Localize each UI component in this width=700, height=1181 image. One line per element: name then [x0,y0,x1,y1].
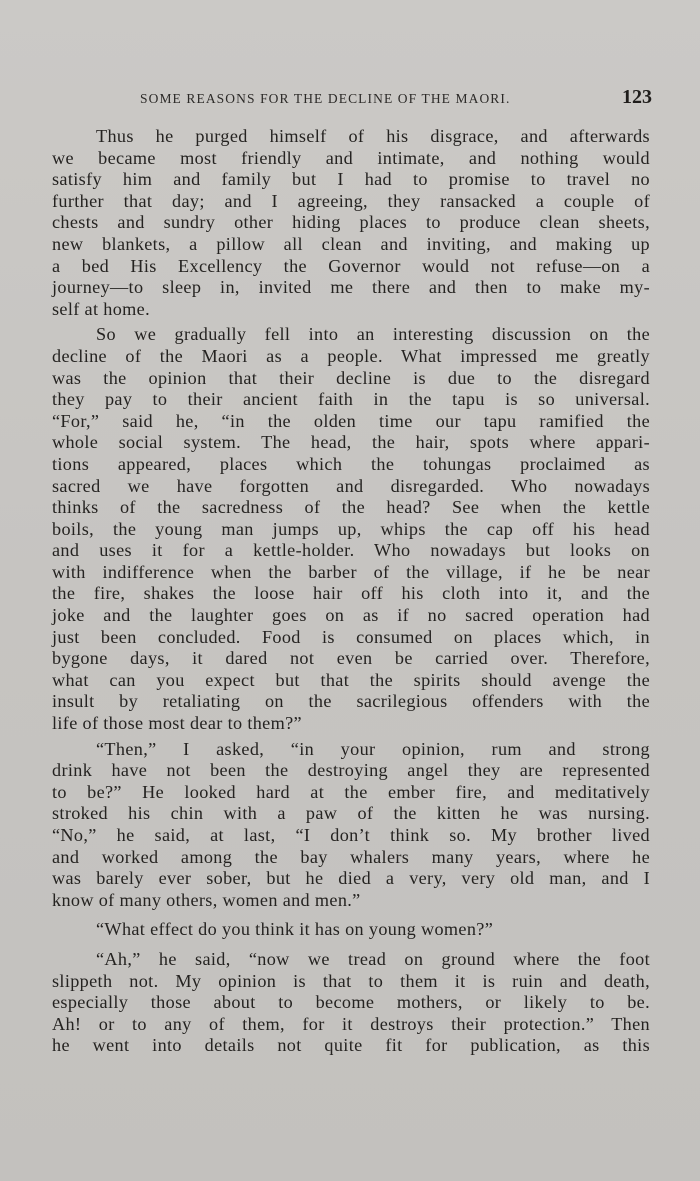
text-line: satisfy him and family but I had to promise to travel no [52,169,650,190]
text-line: stroked his chin with a paw of the kitten he was nursing. [52,803,650,824]
text-line: was barely ever sober, but he died a very, very old man, and I [52,868,650,889]
text-line: whole social system. The head, the hair, spots where appari- [52,432,650,453]
text-line: “What effect do you think it has on young women?” [96,919,494,940]
text-line: tions appeared, places which the tohungas proclaimed as [52,453,650,474]
text-line: what can you expect but that the spirits should avenge the [52,669,650,690]
paragraph [52,949,650,1057]
text-line: boils, the young man jumps up, whips the cap off his head [52,518,650,539]
text-line: new blankets, a pillow all clean and inviting, and making up [52,233,650,254]
text-line: drink have not been the destroying angel they are represented [52,760,650,781]
page-header [52,86,652,114]
text-line: life of those most dear to them?” [52,713,302,734]
paragraph [52,324,650,734]
text-line: thinks of the sacredness of the head? See when the kettle [52,497,650,518]
text-line: bygone days, it dared not even be carried over. Therefore, [52,648,650,669]
text-line: a bed His Excellency the Governor would not refuse—on a [52,255,650,276]
text-line: sacred we have forgotten and disregarded. Who nowadays [52,475,650,496]
text-line: to be?” He looked hard at the ember fire, and meditatively [52,781,650,802]
text-line: just been concluded. Food is consumed on places which, in [52,626,650,647]
paragraph [52,126,650,320]
text-line: further that day; and I agreeing, they ransacked a couple of [52,190,650,211]
text-line: was the opinion that their decline is due to the disregard [52,367,650,388]
text-line: the fire, shakes the loose hair off his cloth into it, and the [52,583,650,604]
text-line: Ah! or to any of them, for it destroys their protection.” Then [52,1013,650,1034]
page-number: 123 [622,86,652,108]
text-line: know of many others, women and men.” [52,889,361,910]
text-line: with indifference when the barber of the village, if he be near [52,561,650,582]
text-line: journey—to sleep in, invited me there and then to make my- [52,277,650,298]
body-text [52,126,650,1057]
running-head: SOME REASONS FOR THE DECLINE OF THE MAORI. [140,91,511,106]
text-line: joke and the laughter goes on as if no sacred operation had [52,605,650,626]
text-line: and worked among the bay whalers many years, where he [52,846,650,867]
text-line: and uses it for a kettle-holder. Who nowadays but looks on [52,540,650,561]
text-line: chests and sundry other hiding places to produce clean sheets, [52,212,650,233]
text-line: “For,” said he, “in the olden time our tapu ramified the [52,410,650,431]
text-line: they pay to their ancient faith in the tapu is so universal. [52,389,650,410]
text-line: self at home. [52,298,150,319]
paragraph [52,739,650,912]
text-line: he went into details not quite fit for publication, as this [52,1035,650,1056]
text-line: decline of the Maori as a people. What impressed me greatly [52,345,650,366]
text-line: insult by retaliating on the sacrilegious offenders with the [52,691,650,712]
text-line: “No,” he said, at last, “I don’t think so. My brother lived [52,825,650,845]
text-line: especially those about to become mothers, or likely to be. [52,992,650,1013]
text-line: slippeth not. My opinion is that to them it is ruin and death, [52,970,650,991]
text-line: we became most friendly and intimate, and nothing would [52,147,650,168]
text-line: “Then,” I asked, “in your opinion, rum and strong [96,738,650,759]
text-line: “Ah,” he said, “now we tread on ground where the foot [96,948,650,969]
text-line: Thus he purged himself of his disgrace, and afterwards [96,126,650,146]
text-line: So we gradually fell into an interesting discussion on the [96,324,650,345]
paragraph [52,919,650,941]
